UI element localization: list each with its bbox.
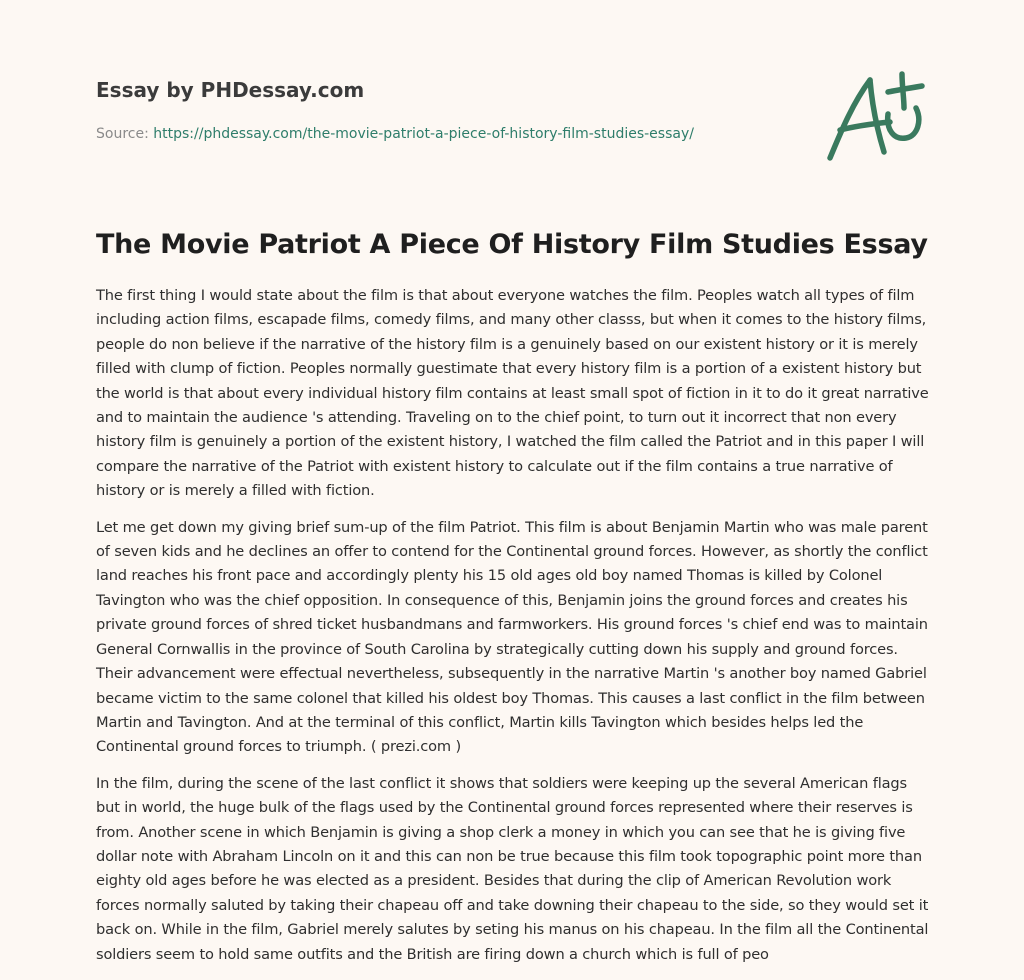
essay-body	[96, 284, 934, 979]
site-brand: Essay by PHDessay.com	[96, 78, 365, 102]
essay-header	[96, 76, 796, 144]
source-link[interactable]: https://phdessay.com/the-movie-patriot-a-piece-of-history-film-studies-essay/	[153, 126, 694, 142]
source-line	[96, 124, 796, 144]
a-plus-grade-icon	[818, 64, 934, 168]
source-label: Source:	[96, 126, 149, 142]
essay-paragraph-1: The first thing I would state about the film is that about everyone watches the film. Peoples watch all types of film including action films, escapade films, comedy films, and many other classs, but when it comes to the history films, people do non believe if the narrative of the history film is a genuinely based on our existent history or it is merely filled with clump of fiction. Peoples normally guestimate that every history film is a portion of a existent history but the world is that about every individual history film contains at least small spot of fiction in it to do it great narrative and to maintain the audience 's attending. Traveling on to the chief point, to turn out it incorrect that non every history film is genuinely a portion of the existent history, I watched the film called the Patriot and in this paper I will compare the narrative of the Patriot with existent history to calculate out if the film contains a true narrative of history or is merely a filled with fiction.	[96, 287, 929, 500]
essay-paragraph-3: In the film, during the scene of the last conflict it shows that soldiers were keeping up the several American flags but in world, the huge bulk of the flags used by the Continental ground forces represented where their reserves is from. Another scene in which Benjamin is giving a shop clerk a money in which you can see that he is giving five dollar note with Abraham Lincoln on it and this can non be true because this film took topographic point more than eighty old ages before he was elected as a president. Besides that during the clip of American Revolution work forces normally saluted by taking their chapeau off and take downing their chapeau to the side, so they would set it back on. While in the film, Gabriel merely salutes by seting his manus on his chapeau. In the film all the Continental soldiers seem to hold same outfits and the British are firing down a church which is full of peo	[96, 774, 929, 963]
essay-paragraph-2: Let me get down my giving brief sum-up of the film Patriot. This film is about Benjamin Martin who was male parent of seven kids and he declines an offer to contend for the Continental ground forces. However, as shortly the conflict land reaches his front pace and accordingly plenty his 15 old ages old boy named Thomas is killed by Colonel Tavington who was the chief opposition. In consequence of this, Benjamin joins the ground forces and creates his private ground forces of shred ticket husbandmans and farmworkers. His ground forces 's chief end was to maintain General Cornwallis in the province of South Carolina by strategically cutting down his supply and ground forces. Their advancement were effectual nevertheless, subsequently in the narrative Martin 's another boy named Gabriel became victim to the same colonel that killed his oldest boy Thomas. This causes a last conflict in the film between Martin and Tavington. And at the terminal of this conflict, Martin kills Tavington which besides helps led the Continental ground forces to triumph. ( prezi.com )	[96, 518, 928, 756]
essay-title: The Movie Patriot A Piece Of History Film Studies Essay	[96, 229, 928, 260]
